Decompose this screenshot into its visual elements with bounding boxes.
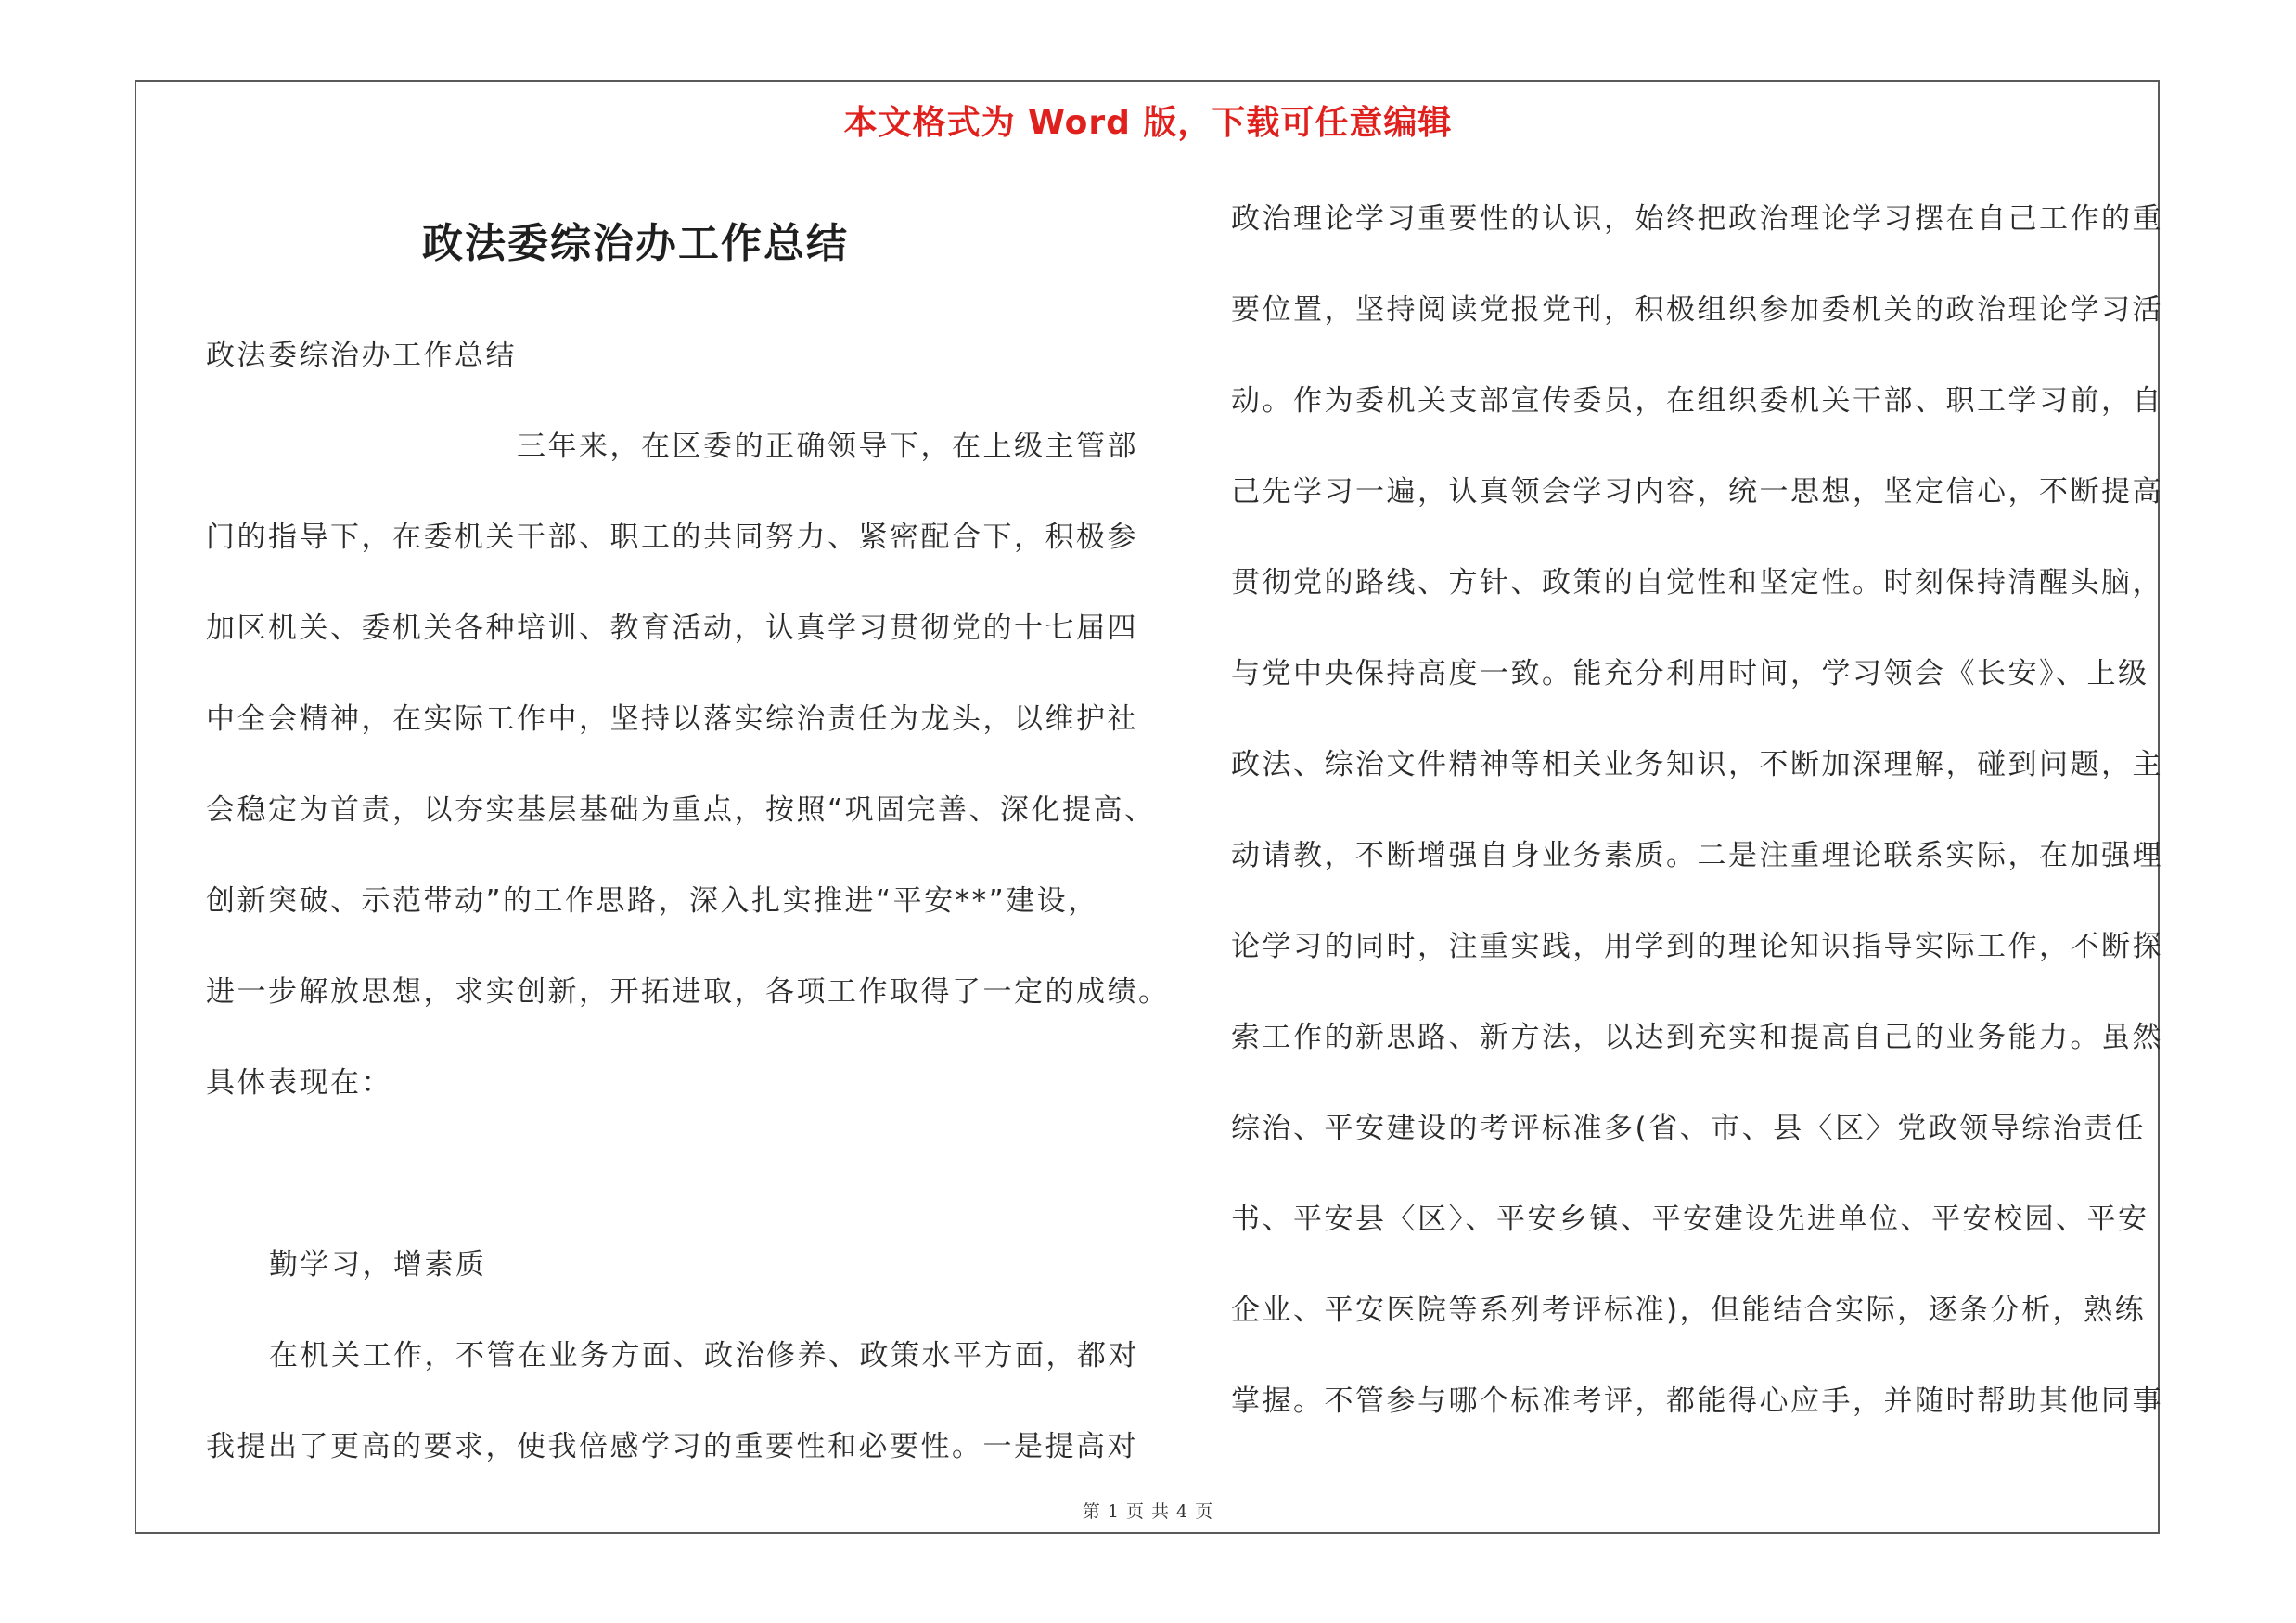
right-line-4: 己先学习一遍，认真领会学习内容，统一思想，坚定信心，不断提高 [1231,475,2163,509]
right-line-8: 动请教，不断增强自身业务素质。二是注重理论联系实际，在加强理 [1231,839,2163,872]
right-line-1: 政治理论学习重要性的认识，始终把政治理论学习摆在自己工作的重 [1231,202,2163,236]
right-line-6: 与党中央保持高度一致。能充分利用时间，学习领会《长安》、上级 [1231,657,2149,690]
left-line-4: 加区机关、委机关各种培训、教育活动，认真学习贯彻党的十七届四 [206,612,1138,645]
right-line-2: 要位置，坚持阅读党报党刊，积极组织参加委机关的政治理论学习活 [1231,293,2163,327]
left-line-7: 创新突破、示范带动”的工作思路，深入扎实推进“平安**”建设， [206,884,1099,918]
left-line-6: 会稳定为首责，以夯实基层基础为重点，按照“巩固完善、深化提高、 [206,793,1156,827]
format-banner: 本文格式为 Word 版，下载可任意编辑 [843,104,1453,142]
left-line-9: 具体表现在： [206,1066,392,1100]
left-line-1: 政法委综治办工作总结 [206,339,517,372]
right-line-5: 贯彻党的路线、方针、政策的自觉性和坚定性。时刻保持清醒头脑， [1231,566,2163,599]
right-line-13: 企业、平安医院等系列考评标准)，但能结合实际，逐条分析，熟练 [1231,1294,2147,1327]
right-line-3: 动。作为委机关支部宣传委员，在组织委机关干部、职工学习前，自 [1231,384,2163,418]
right-line-11: 综治、平安建设的考评标准多(省、市、县〈区〉党政领导综治责任 [1231,1112,2147,1145]
left-line-3: 门的指导下，在委机关干部、职工的共同努力、紧密配合下，积极参 [206,521,1138,554]
left-line-12: 我提出了更高的要求，使我倍感学习的重要性和必要性。一是提高对 [206,1430,1138,1463]
left-line-5: 中全会精神，在实际工作中，坚持以落实综治责任为龙头，以维护社 [206,702,1138,736]
right-line-7: 政法、综治文件精神等相关业务知识，不断加深理解，碰到问题，主 [1231,748,2163,781]
right-line-10: 索工作的新思路、新方法，以达到充实和提高自己的业务能力。虽然 [1231,1021,2163,1054]
right-line-14: 掌握。不管参与哪个标准考评，都能得心应手，并随时帮助其他同事 [1231,1385,2163,1418]
section-heading: 勤学习，增素质 [269,1248,487,1282]
right-line-9: 论学习的同时，注重实践，用学到的理论知识指导实际工作，不断探 [1231,930,2163,963]
document-title: 政法委综治办工作总结 [422,220,849,267]
left-line-8: 进一步解放思想，求实创新，开拓进取，各项工作取得了一定的成绩。 [206,975,1170,1009]
right-line-12: 书、平安县〈区〉、平安乡镇、平安建设先进单位、平安校园、平安 [1231,1203,2149,1236]
left-line-11: 在机关工作，不管在业务方面、政治修养、政策水平方面，都对 [269,1339,1139,1372]
left-line-2: 三年来，在区委的正确领导下，在上级主管部 [517,430,1138,463]
page-number-footer: 第 1 页 共 4 页 [1082,1501,1214,1522]
